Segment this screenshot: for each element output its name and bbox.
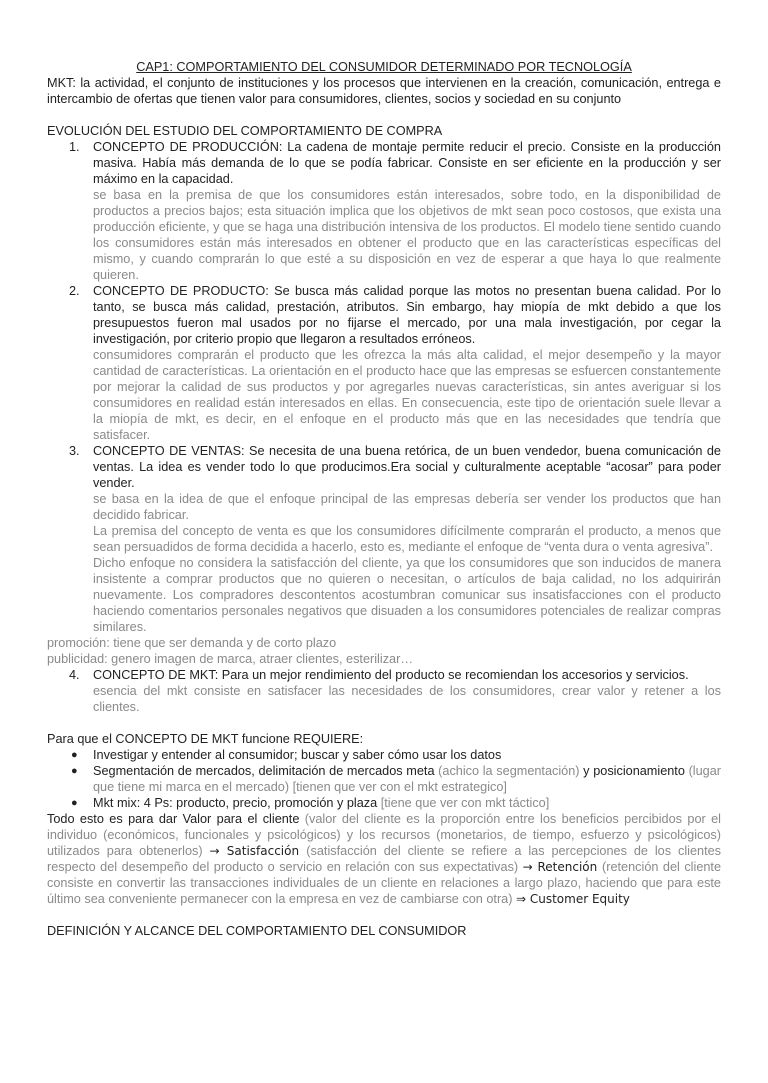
- bullet-text: Investigar y entender al consumidor; buscar y saber cómo usar los datos: [93, 748, 502, 762]
- satisfaccion-term: → Satisfacción: [209, 844, 307, 858]
- customer-equity-term: ⇒ Customer Equity: [515, 892, 630, 906]
- list-number: 2.: [69, 284, 80, 298]
- value-lead: Todo esto es para dar Valor para el cliente: [47, 812, 305, 826]
- list-item: [47, 139, 721, 283]
- publicidad-note: publicidad: genero imagen de marca, atraer clientes, esterilizar…: [47, 652, 414, 666]
- mkt-definition: MKT: la actividad, el conjunto de instituciones y los procesos que intervienen en la creación, comunicación, entrega e intercambio de ofertas que tienen valor para consumidores, clientes, socios y sociedad en su conjunto: [47, 76, 721, 106]
- list-item: [47, 283, 721, 443]
- bullet-icon: ●: [71, 797, 78, 809]
- promocion-note: promoción: tiene que ser demanda y de corto plazo: [47, 636, 337, 650]
- list-item: [47, 443, 721, 635]
- list-item: [47, 667, 721, 715]
- bullet-icon: ●: [71, 765, 78, 777]
- concept-main-text: CONCEPTO DE MKT: Para un mejor rendimiento del producto se recomiendan los accesorios y servicios.: [93, 668, 689, 682]
- value-note: (valor del cliente es la proporción entre los beneficios percibidos por el individuo (económicos, funcionales y psicológicos) y los recursos (monetarios, de tiempo, esfuerzo y psicológicos) utilizados para obtenerlos): [47, 812, 721, 858]
- requires-heading: Para que el CONCEPTO DE MKT funcione REQUIERE:: [47, 732, 364, 746]
- list-item: [47, 763, 721, 795]
- concept-note: esencia del mkt consiste en satisfacer las necesidades de los consumidores, crear valor y retener a los clientes.: [93, 684, 721, 714]
- concept-note: Dicho enfoque no considera la satisfacción del cliente, ya que los consumidores que son inducidos de manera insistente a comprar productos que no quieren o necesitan, o artículos de baja calidad, no los adquirirán nuevamente. Los compradores descontentos acostumbran comunicar sus insatisfacciones con el producto haciendo comentarios personales negativos que disuaden a los consumidores potenciales de realizar compras similares.: [93, 556, 721, 634]
- evolution-heading: EVOLUCIÓN DEL ESTUDIO DEL COMPORTAMIENTO DE COMPRA: [47, 124, 443, 138]
- concept-main-text: CONCEPTO DE PRODUCTO: Se busca más calidad porque las motos no presentan buena calidad. Por lo tanto, se busca más calidad, prestación, atributos. Sin embargo, hay miopía de mkt debido a que los presupuestos fueron mal usados por no fijarse el mercado, por una mala investigación, por cegar la investigación, por criterio propio que llegaron a resultados erróneos.: [93, 284, 721, 346]
- concept-note: La premisa del concepto de venta es que los consumidores difícilmente comprarán el producto, a menos que sean persuadidos de forma decidida a hacerlo, esto es, mediante el enfoque de “venta dura o venta agresiva”.: [93, 524, 721, 554]
- concept-note: se basa en la idea de que el enfoque principal de las empresas debería ser vender los productos que han decidido fabricar.: [93, 492, 721, 522]
- requirements-list: [47, 747, 721, 811]
- concepts-list-continued: [47, 667, 721, 715]
- retencion-term: → Retención: [522, 860, 603, 874]
- bullet-text: y posicionamiento: [579, 764, 689, 778]
- satisfaccion-note: (satisfacción del cliente se refiere a las percepciones de los clientes respecto del desempeño del producto o servicio en relación con sus expectativas): [47, 844, 722, 874]
- concept-main-text: CONCEPTO DE VENTAS: Se necesita de una buena retórica, de un buen vendedor, buena comunicación de ventas. La idea es vender todo lo que producimos.Era social y culturalmente aceptable “acosar” para poder vender.: [93, 444, 721, 490]
- bullet-icon: ●: [71, 749, 78, 761]
- list-number: 4.: [69, 668, 80, 682]
- value-paragraph: [47, 811, 721, 907]
- list-item: [47, 747, 721, 763]
- concepts-list: [47, 139, 721, 635]
- concept-note: consumidores comprarán el producto que les ofrezca la más alta calidad, el mejor desempeño y la mayor cantidad de características. La orientación en el producto hace que las empresas se esfuercen constantemente por mejorar la calidad de sus productos y por agregarles nuevas características, sin antes averiguar si los consumidores en realidad están interesados en ellas. En consecuencia, este tipo de orientación suele llevar a la miopía de mkt, es decir, en el enfoque en el producto más que en las necesidades que tendría que satisfacer.: [93, 348, 721, 442]
- bullet-text: Mkt mix: 4 Ps: producto, precio, promoción y plaza: [93, 796, 381, 810]
- bullet-note: [tiene que ver con mkt táctico]: [380, 796, 550, 810]
- bullet-text: Segmentación de mercados, delimitación de mercados meta: [93, 764, 439, 778]
- document-page: [0, 59, 768, 939]
- list-number: 3.: [69, 444, 80, 458]
- final-heading: DEFINICIÓN Y ALCANCE DEL COMPORTAMIENTO DEL CONSUMIDOR: [47, 924, 467, 938]
- list-item: [47, 795, 721, 811]
- bullet-note: (lugar que tiene mi marca en el mercado) [tienen que ver con el mkt estrategico]: [93, 764, 721, 794]
- bullet-note: (achico la segmentación): [438, 764, 580, 778]
- chapter-title: CAP1: COMPORTAMIENTO DEL CONSUMIDOR DETERMINADO POR TECNOLOGÍA: [136, 60, 632, 74]
- retencion-note: (retención del cliente consiste en convertir las transacciones individuales de un cliente en relaciones a largo plazo, haciendo que para este último sea conveniente permanecer con la empresa en vez de cambiarse con otra): [47, 860, 722, 906]
- concept-note: se basa en la premisa de que los consumidores están interesados, sobre todo, en la disponibilidad de productos a precios bajos; esta situación implica que los objetivos de mkt sean poco costosos, que exista una producción eficiente, y que se haga una distribución intensiva de los productos. El modelo tiene sentido cuando los consumidores están más interesados en obtener el producto que en las características específicas del mismo, y cuando comprarán lo que esté a su disposición en vez de esperar a que haya lo que realmente quieren.: [93, 188, 721, 282]
- list-number: 1.: [69, 140, 80, 154]
- concept-main-text: CONCEPTO DE PRODUCCIÓN: La cadena de montaje permite reducir el precio. Consiste en la producción masiva. Había más demanda de lo que se podía fabricar. Consiste en ser eficiente en la producción y ser máximo en la capacidad.: [93, 140, 721, 186]
